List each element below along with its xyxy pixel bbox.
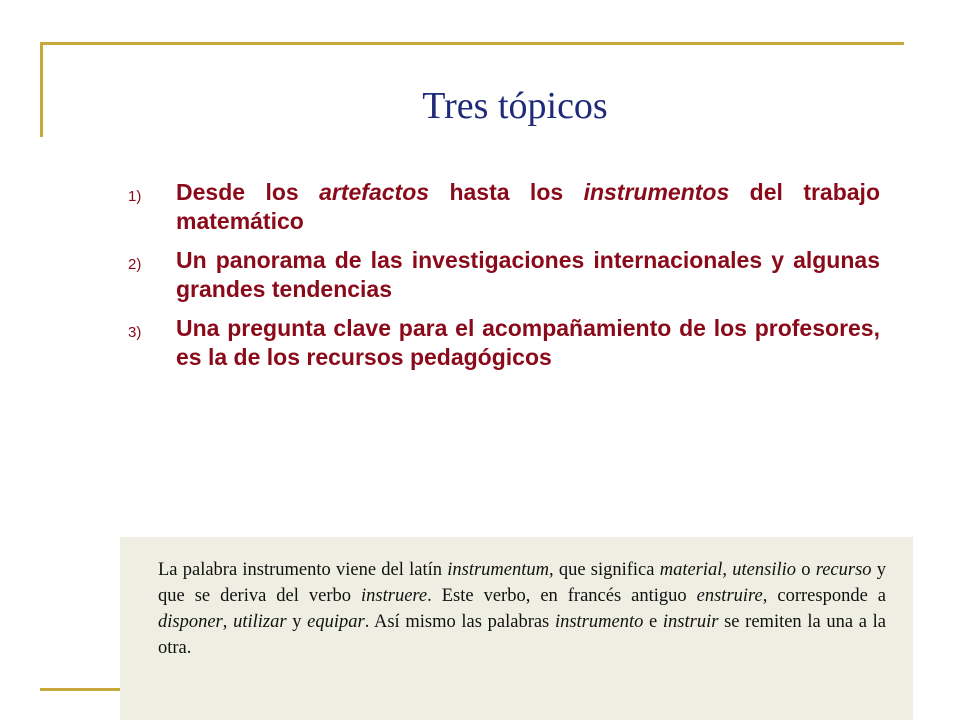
- slide-title: Tres tópicos: [422, 85, 608, 127]
- topic-number: 2): [128, 256, 142, 273]
- note-part: La palabra instrumento viene del latín: [158, 560, 448, 580]
- note-emphasis: instrumentum: [447, 560, 549, 580]
- topic-item-2: [128, 246, 880, 304]
- note-emphasis: instruere: [361, 586, 428, 606]
- note-emphasis: equipar: [307, 612, 365, 632]
- note-emphasis: disponer: [158, 612, 223, 632]
- note-part: e: [643, 612, 663, 632]
- etymology-note-box: [120, 537, 913, 720]
- topic-text: Un panorama de las investigaciones internacionales y algunas grandes tendencias: [176, 247, 880, 302]
- etymology-note-text: [158, 557, 886, 661]
- note-part: y: [286, 612, 308, 632]
- note-emphasis: material: [659, 560, 723, 580]
- note-part: o: [796, 560, 816, 580]
- note-part: . Este verbo, en francés antiguo: [427, 586, 697, 606]
- note-emphasis: recurso: [815, 560, 872, 580]
- topic-item-3: [128, 314, 880, 372]
- frame-top-line: [40, 42, 904, 45]
- topic-text: [176, 179, 880, 234]
- note-part: se remiten la una a la otra.: [158, 612, 887, 658]
- topic-number: 3): [128, 324, 142, 341]
- topic-text-part: Desde los: [176, 179, 320, 205]
- note-part: ,: [722, 560, 733, 580]
- note-part: . Así mismo las palabras: [364, 612, 555, 632]
- note-part: y que se deriva del verbo: [158, 560, 887, 606]
- topic-item-1: [128, 178, 880, 236]
- topic-text-part: hasta los: [429, 179, 584, 205]
- topic-text-part: del trabajo matemático: [176, 179, 880, 234]
- topic-text-emphasis: instrumentos: [583, 179, 730, 205]
- note-emphasis: utilizar: [233, 612, 287, 632]
- topic-text-emphasis: artefactos: [319, 179, 430, 205]
- note-part: ,: [222, 612, 234, 632]
- note-part: , que significa: [548, 560, 660, 580]
- note-emphasis: instruir: [662, 612, 719, 632]
- topic-text: Una pregunta clave para el acompañamiento de los profesores, es la de los recursos pedagógicos: [176, 315, 880, 370]
- note-emphasis: instrumento: [554, 612, 644, 632]
- topic-list: [128, 178, 880, 382]
- note-emphasis: enstruire: [696, 586, 763, 606]
- topic-number: 1): [128, 188, 142, 205]
- note-emphasis: utensilio: [732, 560, 796, 580]
- note-part: , corresponde a: [762, 586, 886, 606]
